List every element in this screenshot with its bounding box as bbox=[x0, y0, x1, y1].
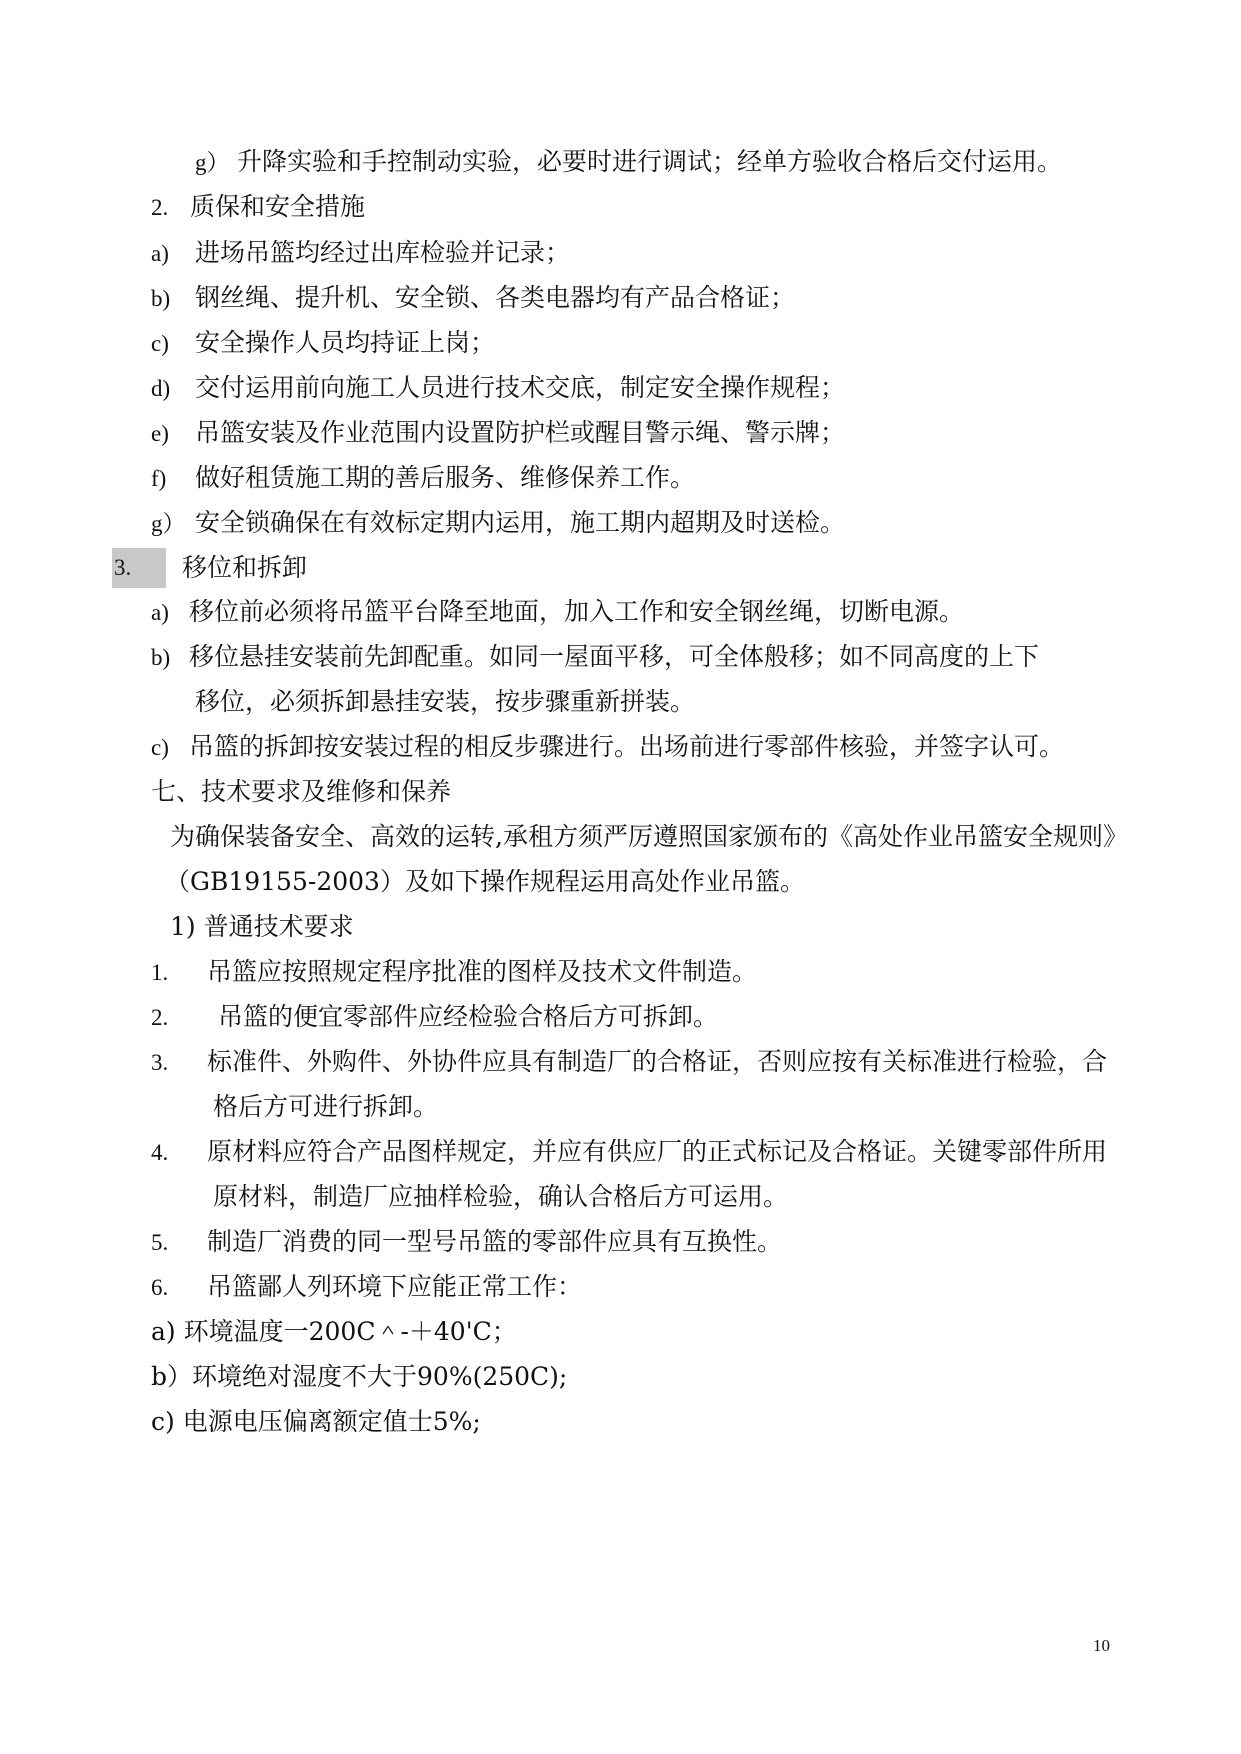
numbered-item bbox=[151, 1001, 718, 1034]
list-item bbox=[151, 596, 964, 629]
section-number: 2. bbox=[151, 195, 169, 220]
list-item-text: 移位，必须拆卸悬挂安装，按步骤重新拼装。 bbox=[195, 687, 696, 716]
list-item bbox=[151, 372, 845, 405]
item-number: 5. bbox=[151, 1230, 169, 1255]
list-marker: g） bbox=[151, 511, 186, 536]
item-text: 原材料，制造厂应抽样检验，确认合格后方可运用。 bbox=[213, 1182, 789, 1211]
paragraph-text: （GB19155-2003）及如下操作规程运用高处作业吊篮。 bbox=[165, 867, 805, 896]
paragraph-text: 为确保装备安全、高效的运转,承租方须严厉遵照国家颁布的《高处作业吊篮安全规则》 bbox=[170, 822, 1128, 851]
list-item-text: 钢丝绳、提升机、安全锁、各类电器均有产品合格证； bbox=[195, 283, 796, 312]
list-item bbox=[151, 731, 1064, 764]
list-marker: f) bbox=[151, 466, 167, 491]
item-text: 原材料应符合产品图样规定，并应有供应厂的正式标记及合格证。关键零部件所用 bbox=[207, 1137, 1108, 1166]
list-marker: b) bbox=[151, 286, 171, 311]
list-marker: c) bbox=[151, 735, 169, 760]
list-item bbox=[151, 282, 795, 315]
list-marker: a) bbox=[151, 241, 169, 266]
item-number: 4. bbox=[151, 1140, 169, 1165]
list-item-text: 吊篮安装及作业范围内设置防护栏或醒目警示绳、警示牌； bbox=[195, 418, 846, 447]
item-number: 3. bbox=[151, 1050, 169, 1075]
condition-text: c) 电源电压偏离额定值士5%; bbox=[151, 1407, 481, 1436]
numbered-item bbox=[151, 1271, 582, 1304]
item-text: 吊篮应按照规定程序批准的图样及技术文件制造。 bbox=[207, 957, 758, 986]
section-heading bbox=[151, 191, 365, 224]
list-item-text: 移位悬挂安装前先卸配重。如同一屋面平移，可全体般移；如不同高度的上下 bbox=[189, 642, 1040, 671]
section-title: 移位和拆卸 bbox=[182, 552, 308, 582]
subsection-heading bbox=[170, 911, 354, 943]
item-number: 2. bbox=[151, 1005, 169, 1030]
list-marker: b) bbox=[151, 645, 171, 670]
item-text: 制造厂消费的同一型号吊篮的零部件应具有互换性。 bbox=[207, 1227, 783, 1256]
list-item-text: 安全锁确保在有效标定期内运用，施工期内超期及时送检。 bbox=[195, 508, 846, 537]
condition-item bbox=[151, 1316, 517, 1348]
list-item bbox=[151, 507, 845, 540]
list-item-text: 交付运用前向施工人员进行技术交底，制定安全操作规程； bbox=[195, 373, 846, 402]
list-item-text: 做好租赁施工期的善后服务、维修保养工作。 bbox=[195, 463, 696, 492]
section-title: 质保和安全措施 bbox=[190, 192, 366, 221]
list-marker: a) bbox=[151, 600, 169, 625]
item-number: 1. bbox=[151, 960, 169, 985]
list-item bbox=[151, 417, 845, 450]
list-item bbox=[151, 237, 570, 270]
list-item-text: 进场吊篮均经过出库检验并记录； bbox=[195, 238, 571, 267]
item-text: 标准件、外购件、外协件应具有制造厂的合格证，否则应按有关标准进行检验，合 bbox=[207, 1047, 1108, 1076]
condition-text: b）环境绝对湿度不大于90%(250C); bbox=[151, 1362, 568, 1391]
item-text: 吊篮的便宜零部件应经检验合格后方可拆卸。 bbox=[218, 1002, 719, 1031]
list-item bbox=[151, 462, 695, 495]
list-marker: c) bbox=[151, 331, 169, 356]
chapter-title: 七、技术要求及维修和保养 bbox=[151, 777, 452, 806]
numbered-item bbox=[151, 1136, 1107, 1169]
list-marker: e) bbox=[151, 421, 169, 446]
item-text: 吊篮鄙人列环境下应能正常工作： bbox=[207, 1272, 583, 1301]
page-number: 10 bbox=[1093, 1636, 1110, 1655]
list-marker: d) bbox=[151, 376, 171, 401]
subsection-title: 1) 普通技术要求 bbox=[170, 912, 354, 941]
chapter-heading bbox=[151, 776, 451, 808]
item-number: 6. bbox=[151, 1275, 169, 1300]
list-item-text: 吊篮的拆卸按安装过程的相反步骤进行。出场前进行零部件核验，并签字认可。 bbox=[189, 732, 1065, 761]
list-item bbox=[195, 146, 1062, 179]
list-item-continuation bbox=[195, 686, 695, 718]
list-marker: g） bbox=[195, 150, 230, 175]
list-item-text: 移位前必须将吊篮平台降至地面，加入工作和安全钢丝绳，切断电源。 bbox=[189, 597, 965, 626]
numbered-item-continuation bbox=[213, 1181, 788, 1213]
paragraph-continuation bbox=[165, 866, 805, 898]
list-item-text: 安全操作人员均持证上岗； bbox=[195, 328, 496, 357]
condition-text: a) 环境温度一200C＾-＋40'C； bbox=[151, 1317, 517, 1346]
numbered-item bbox=[151, 1046, 1107, 1079]
numbered-item bbox=[151, 956, 757, 989]
numbered-item-continuation bbox=[213, 1091, 438, 1123]
section-number-highlighted: 3. bbox=[112, 548, 166, 588]
item-text: 格后方可进行拆卸。 bbox=[213, 1092, 439, 1121]
condition-item bbox=[151, 1406, 481, 1438]
condition-item bbox=[151, 1361, 567, 1393]
paragraph bbox=[170, 821, 1128, 853]
list-item-text: 升降实验和手控制动实验，必要时进行调试；经单方验收合格后交付运用。 bbox=[237, 147, 1063, 176]
list-item bbox=[151, 327, 495, 360]
list-item bbox=[151, 641, 1039, 674]
section-heading bbox=[112, 546, 307, 588]
numbered-item bbox=[151, 1226, 782, 1259]
